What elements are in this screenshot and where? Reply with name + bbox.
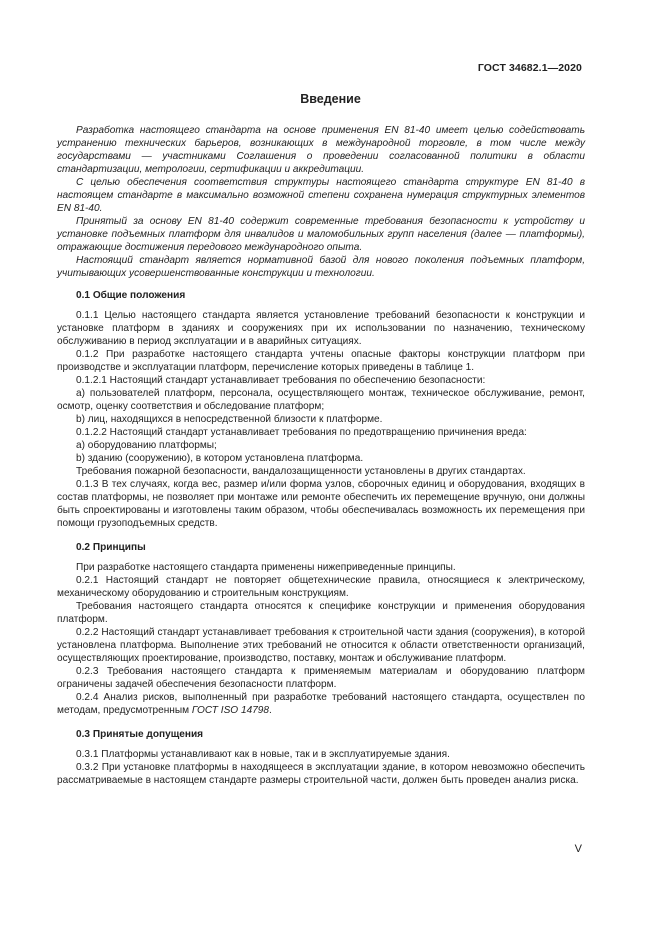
paragraph-text: 0.2.4 Анализ рисков, выполненный при разработке требований настоящего стандарта, осуществлен по методам, предусмотренным xyxy=(57,692,585,716)
list-item: a) оборудованию платформы; xyxy=(76,440,217,451)
paragraph: 0.1.2.2 Настоящий стандарт устанавливает требования по предотвращению причинения вреда: xyxy=(76,427,527,438)
paragraph: 0.1.1 Целью настоящего стандарта является установление требований безопасности к конструкции и установке платформ в зданиях и сооружениях при их использовании по назначению, техническому обслуживанию в период эксплуатации и в аварийных ситуациях. xyxy=(57,310,585,347)
paragraph: 0.2.1 Настоящий стандарт не повторяет общетехнические правила, относящиеся к электрическому, механическому оборудованию и строительным конструкциям. xyxy=(57,575,585,599)
section-heading-assumptions: 0.3 Принятые допущения xyxy=(76,729,204,740)
paragraph: 0.3.1 Платформы устанавливают как в новые, так и в эксплуатируемые здания. xyxy=(76,749,450,760)
paragraph: 0.2.2 Настоящий стандарт устанавливает требования к строительной части здания (сооружения), в которой установлена платформа. Выполнение этих требований не относится к области ответственности организаций, осуществляющих проектирование, производство, поставку, монтаж и обслуживание платформ. xyxy=(57,627,585,664)
standard-code: ГОСТ 34682.1—2020 xyxy=(477,62,582,74)
section-heading-general: 0.1 Общие положения xyxy=(76,290,186,301)
list-item: b) зданию (сооружению), в котором установлена платформа. xyxy=(76,453,364,464)
intro-paragraph: С целью обеспечения соответствия структуры настоящего стандарта структуре EN 81-40 в настоящем стандарте в максимально возможной степени сохранена нумерация структурных элементов EN 81-40. xyxy=(57,177,585,214)
paragraph: Требования пожарной безопасности, вандалозащищенности установлены в других стандартах. xyxy=(76,466,526,477)
paragraph: 0.2.3 Требования настоящего стандарта к применяемым материалам и оборудованию платформ ограничены задачей обеспечения безопасности платформ. xyxy=(57,666,585,690)
list-item: a) пользователей платформ, персонала, осуществляющего монтаж, техническое обслуживание, ремонт, осмотр, оценку соответствия и обследование платформ; xyxy=(57,388,585,412)
intro-paragraph: Настоящий стандарт является нормативной базой для нового поколения подъемных платформ, учитывающих усовершенствованные конструкции и технологии. xyxy=(57,255,585,279)
paragraph: 0.1.3 В тех случаях, когда вес, размер и/или форма узлов, сборочных единиц и оборудования, входящих в состав платформы, не позволяет при монтаже или ремонте обеспечить их перемещение вручную, они должны быть спроектированы и изготовлены таким образом, чтобы обеспечивалась возможность их перемещения при помощи грузоподъемных средств. xyxy=(57,479,585,529)
page-number: V xyxy=(574,843,582,855)
paragraph: При разработке настоящего стандарта применены нижеприведенные принципы. xyxy=(76,562,456,573)
paragraph xyxy=(57,691,585,717)
intro-paragraph: Принятый за основу EN 81-40 содержит современные требования безопасности к устройству и установке подъемных платформ для инвалидов и маломобильных групп населения (далее — платформы), отражающие достижения передового международного опыта. xyxy=(57,216,585,253)
document-body xyxy=(57,124,585,787)
section-heading-principles: 0.2 Принципы xyxy=(76,542,146,553)
paragraph: Требования настоящего стандарта относятся к специфике конструкции и применения оборудования платформ. xyxy=(57,601,585,625)
paragraph: 0.1.2 При разработке настоящего стандарта учтены опасные факторы конструкции платформ при производстве и эксплуатации платформ, перечисление которых приведены в таблице 1. xyxy=(57,349,585,373)
standard-reference: ГОСТ ISO 14798 xyxy=(191,705,270,716)
intro-paragraph: Разработка настоящего стандарта на основе применения EN 81-40 имеет целью содействовать устранению технических барьеров, возникающих в международной торговле, в том числе между государствами — участниками Соглашения о проведении согласованной политики в области стандартизации, метрологии, сертификации и аккредитации. xyxy=(57,125,585,175)
paragraph-text: . xyxy=(269,705,272,716)
paragraph: 0.3.2 При установке платформы в находящееся в эксплуатации здание, в котором невозможно обеспечить рассматриваемые в настоящем стандарте размеры строительной части, должен быть проведен анализ риска. xyxy=(57,762,585,786)
paragraph: 0.1.2.1 Настоящий стандарт устанавливает требования по обеспечению безопасности: xyxy=(76,375,486,386)
page-title: Введение xyxy=(300,92,361,106)
list-item: b) лиц, находящихся в непосредственной близости к платформе. xyxy=(76,414,383,425)
